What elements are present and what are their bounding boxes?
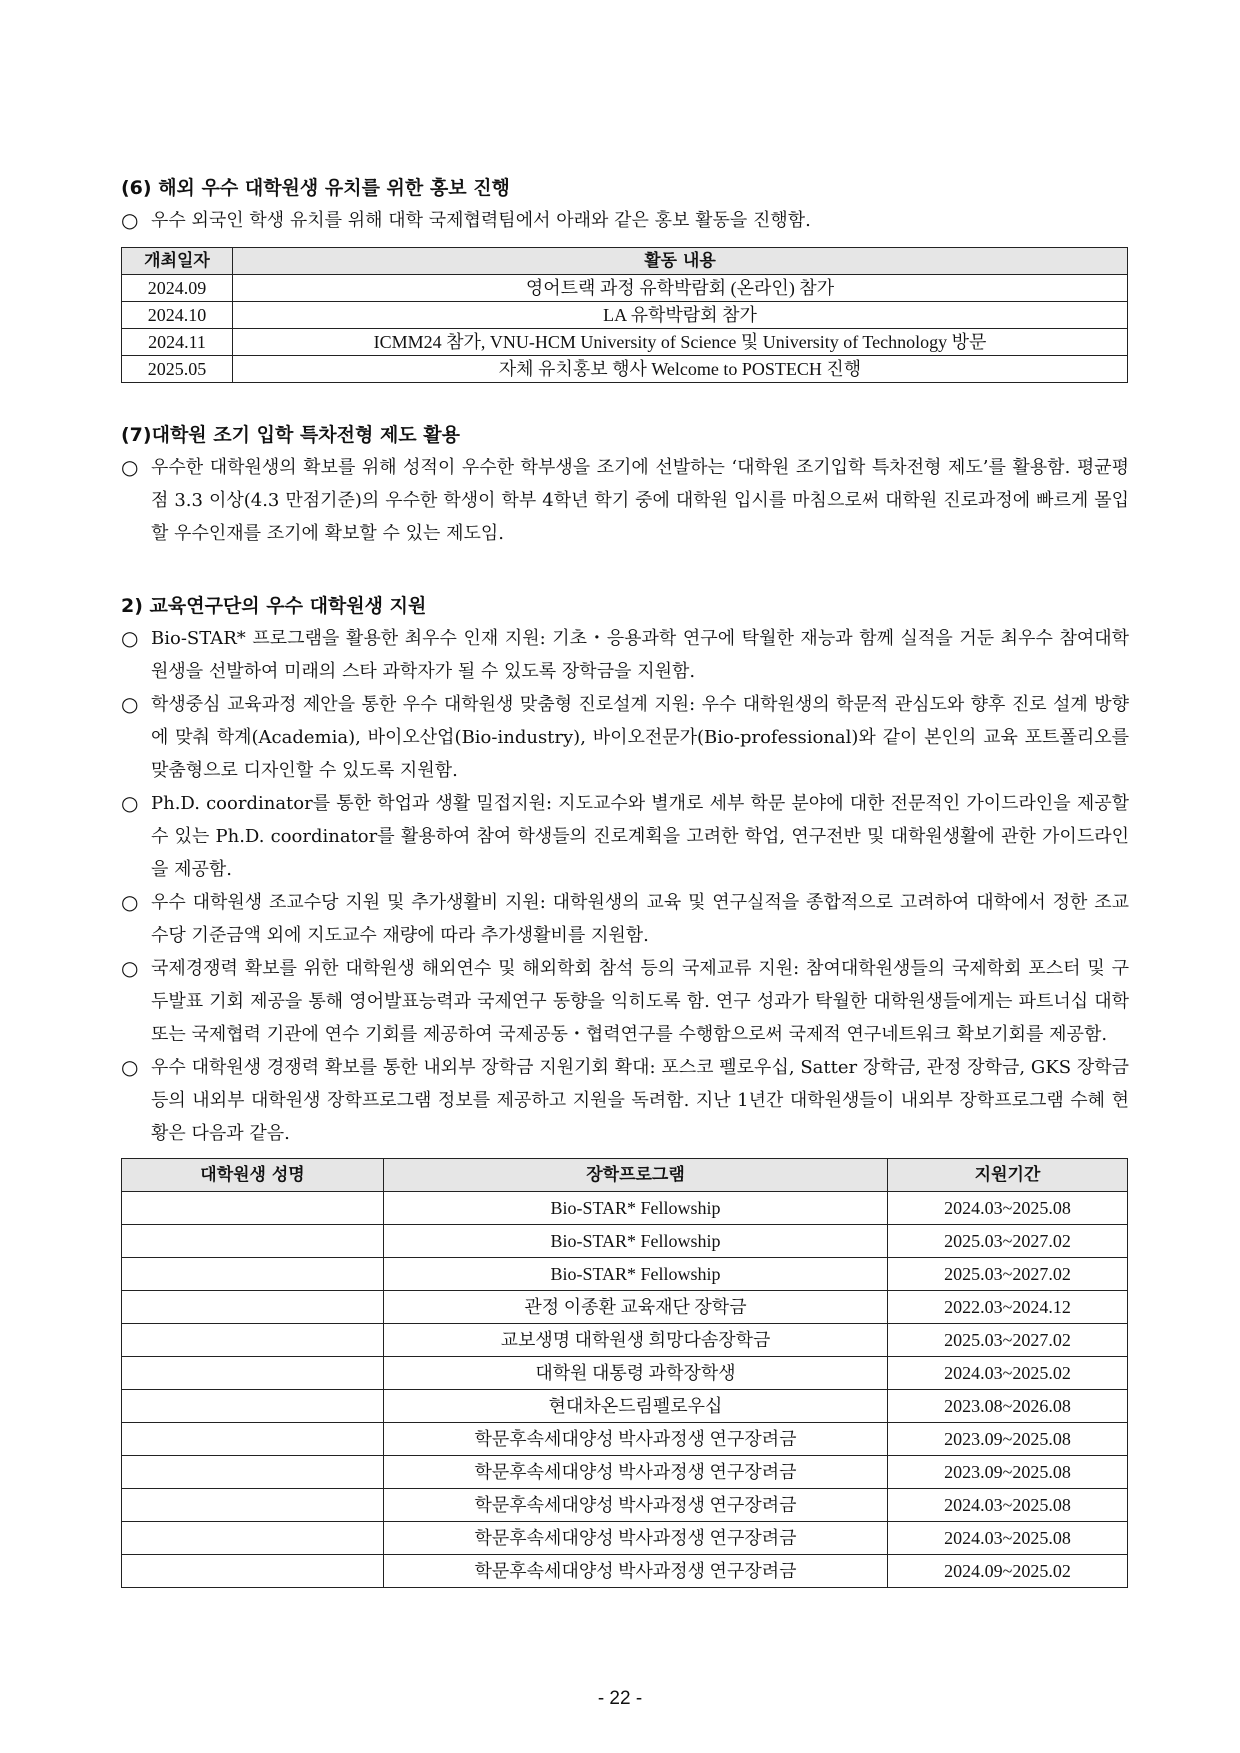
student-name-cell	[122, 1192, 384, 1225]
period-cell: 2025.03~2027.02	[888, 1225, 1128, 1258]
section-7-title: (7)대학원 조기 입학 특차전형 제도 활용	[121, 424, 460, 446]
period-cell: 2023.09~2025.08	[888, 1456, 1128, 1489]
table-row	[122, 275, 1128, 302]
circle-bullet-icon: ○	[121, 692, 139, 716]
table-header-row	[122, 1159, 1128, 1192]
section-6-text: 우수 외국인 학생 유치를 위해 대학 국제협력팀에서 아래와 같은 홍보 활동을 진행함.	[151, 210, 811, 231]
circle-bullet-icon: ○	[121, 208, 139, 232]
table-row	[122, 1225, 1128, 1258]
circle-bullet-icon: ○	[121, 1055, 139, 1079]
table-row	[122, 1324, 1128, 1357]
program-cell: 학문후속세대양성 박사과정생 연구장려금	[384, 1555, 888, 1588]
table-row	[122, 1192, 1128, 1225]
support-bullet-text: Bio-STAR* 프로그램을 활용한 최우수 인재 지원: 기초・응용과학 연구에 탁월한 재능과 함께 실적을 거둔 최우수 참여대학원생을 선발하여 미래의 스타 과학자가 될 수 있도록 장학금을 지원함.	[151, 628, 1129, 682]
table-row	[122, 1390, 1128, 1423]
program-cell: 학문후속세대양성 박사과정생 연구장려금	[384, 1522, 888, 1555]
support-bullet-item	[121, 622, 1129, 688]
activity-cell: ICMM24 참가, VNU-HCM University of Science 및 University of Technology 방문	[233, 329, 1128, 356]
section-7-paragraph	[121, 451, 1129, 550]
table-row	[122, 1522, 1128, 1555]
program-cell: 현대차온드림펠로우십	[384, 1390, 888, 1423]
period-cell: 2024.03~2025.08	[888, 1489, 1128, 1522]
table-row	[122, 1489, 1128, 1522]
section-6-paragraph	[121, 204, 1129, 237]
support-bullet-item	[121, 688, 1129, 787]
student-name-cell	[122, 1324, 384, 1357]
support-bullet-item	[121, 787, 1129, 886]
column-header-date: 개최일자	[122, 248, 233, 275]
section-2-title: 2) 교육연구단의 우수 대학원생 지원	[121, 595, 427, 617]
date-cell: 2025.05	[122, 356, 233, 383]
table-row	[122, 1291, 1128, 1324]
support-bullet-text: 학생중심 교육과정 제안을 통한 우수 대학원생 맞춤형 진로설계 지원: 우수 대학원생의 학문적 관심도와 향후 진로 설계 방향에 맞춰 학계(Academia), 바이오산업(Bio-industry), 바이오전문가(Bio-professional)와 같이 본인의 교육 포트폴리오를 맞춤형으로 디자인할 수 있도록 지원함.	[151, 694, 1129, 781]
period-cell: 2024.03~2025.02	[888, 1357, 1128, 1390]
student-name-cell	[122, 1555, 384, 1588]
program-cell: Bio-STAR* Fellowship	[384, 1192, 888, 1225]
period-cell: 2024.09~2025.02	[888, 1555, 1128, 1588]
period-cell: 2024.03~2025.08	[888, 1522, 1128, 1555]
section-7-text: 우수한 대학원생의 확보를 위해 성적이 우수한 학부생을 조기에 선발하는 ‘대학원 조기입학 특차전형 제도’를 활용함. 평균평점 3.3 이상(4.3 만점기준)의 우수한 학생이 학부 4학년 학기 중에 대학원 입시를 마침으로써 대학원 진로과정에 빠르게 몰입할 우수인재를 조기에 확보할 수 있는 제도임.	[151, 457, 1129, 544]
student-name-cell	[122, 1225, 384, 1258]
program-cell: 관정 이종환 교육재단 장학금	[384, 1291, 888, 1324]
student-name-cell	[122, 1357, 384, 1390]
circle-bullet-icon: ○	[121, 455, 139, 479]
program-cell: 대학원 대통령 과학장학생	[384, 1357, 888, 1390]
student-name-cell	[122, 1456, 384, 1489]
table-row	[122, 1456, 1128, 1489]
circle-bullet-icon: ○	[121, 626, 139, 650]
activity-cell: LA 유학박람회 참가	[233, 302, 1128, 329]
table-row	[122, 1258, 1128, 1291]
support-bullet-item	[121, 1051, 1129, 1150]
period-cell: 2023.09~2025.08	[888, 1423, 1128, 1456]
table-row	[122, 1423, 1128, 1456]
table-row	[122, 1555, 1128, 1588]
table-row	[122, 302, 1128, 329]
period-cell: 2024.03~2025.08	[888, 1192, 1128, 1225]
student-name-cell	[122, 1390, 384, 1423]
program-cell: 학문후속세대양성 박사과정생 연구장려금	[384, 1423, 888, 1456]
period-cell: 2022.03~2024.12	[888, 1291, 1128, 1324]
column-header-period: 지원기간	[888, 1159, 1128, 1192]
support-bullet-text: 국제경쟁력 확보를 위한 대학원생 해외연수 및 해외학회 참석 등의 국제교류 지원: 참여대학원생들의 국제학회 포스터 및 구두발표 기회 제공을 통해 영어발표능력과 국제연구 동향을 익히도록 함. 연구 성과가 탁월한 대학원생들에게는 파트너십 대학 또는 국제협력 기관에 연수 기회를 제공하여 국제공동・협력연구를 수행함으로써 국제적 연구네트워크 확보기회를 제공함.	[151, 958, 1129, 1045]
section-6-title: (6) 해외 우수 대학원생 유치를 위한 홍보 진행	[121, 177, 510, 199]
scholarship-table	[121, 1158, 1128, 1588]
program-cell: 학문후속세대양성 박사과정생 연구장려금	[384, 1489, 888, 1522]
circle-bullet-icon: ○	[121, 956, 139, 980]
activity-cell: 영어트랙 과정 유학박람회 (온라인) 참가	[233, 275, 1128, 302]
period-cell: 2025.03~2027.02	[888, 1258, 1128, 1291]
document-page	[121, 172, 1129, 1588]
activity-cell: 자체 유치홍보 행사 Welcome to POSTECH 진행	[233, 356, 1128, 383]
support-bullet-item	[121, 952, 1129, 1051]
support-bullet-text: Ph.D. coordinator를 통한 학업과 생활 밀접지원: 지도교수와 별개로 세부 학문 분야에 대한 전문적인 가이드라인을 제공할 수 있는 Ph.D. coordinator를 활용하여 참여 학생들의 진로계획을 고려한 학업, 연구전반 및 대학원생활에 관한 가이드라인을 제공함.	[151, 793, 1129, 880]
table-header-row	[122, 248, 1128, 275]
student-name-cell	[122, 1258, 384, 1291]
period-cell: 2023.08~2026.08	[888, 1390, 1128, 1423]
date-cell: 2024.11	[122, 329, 233, 356]
student-name-cell	[122, 1489, 384, 1522]
program-cell: Bio-STAR* Fellowship	[384, 1225, 888, 1258]
student-name-cell	[122, 1423, 384, 1456]
student-name-cell	[122, 1522, 384, 1555]
program-cell: Bio-STAR* Fellowship	[384, 1258, 888, 1291]
date-cell: 2024.09	[122, 275, 233, 302]
support-bullet-item	[121, 886, 1129, 952]
table-row	[122, 329, 1128, 356]
page-number: - 22 -	[597, 1688, 643, 1709]
promotion-activities-table	[121, 247, 1128, 383]
support-bullet-text: 우수 대학원생 조교수당 지원 및 추가생활비 지원: 대학원생의 교육 및 연구실적을 종합적으로 고려하여 대학에서 정한 조교수당 기준금액 외에 지도교수 재량에 따라 추가생활비를 지원함.	[151, 892, 1129, 946]
student-name-cell	[122, 1291, 384, 1324]
column-header-program: 장학프로그램	[384, 1159, 888, 1192]
support-bullet-text: 우수 대학원생 경쟁력 확보를 통한 내외부 장학금 지원기회 확대: 포스코 펠로우십, Satter 장학금, 관정 장학금, GKS 장학금 등의 내외부 대학원생 장학프로그램 정보를 제공하고 지원을 독려함. 지난 1년간 대학원생들이 내외부 장학프로그램 수혜 현황은 다음과 같음.	[151, 1057, 1129, 1144]
program-cell: 학문후속세대양성 박사과정생 연구장려금	[384, 1456, 888, 1489]
period-cell: 2025.03~2027.02	[888, 1324, 1128, 1357]
column-header-student-name: 대학원생 성명	[122, 1159, 384, 1192]
table-row	[122, 1357, 1128, 1390]
circle-bullet-icon: ○	[121, 791, 139, 815]
column-header-activity: 활동 내용	[233, 248, 1128, 275]
table-row	[122, 356, 1128, 383]
program-cell: 교보생명 대학원생 희망다솜장학금	[384, 1324, 888, 1357]
date-cell: 2024.10	[122, 302, 233, 329]
circle-bullet-icon: ○	[121, 890, 139, 914]
